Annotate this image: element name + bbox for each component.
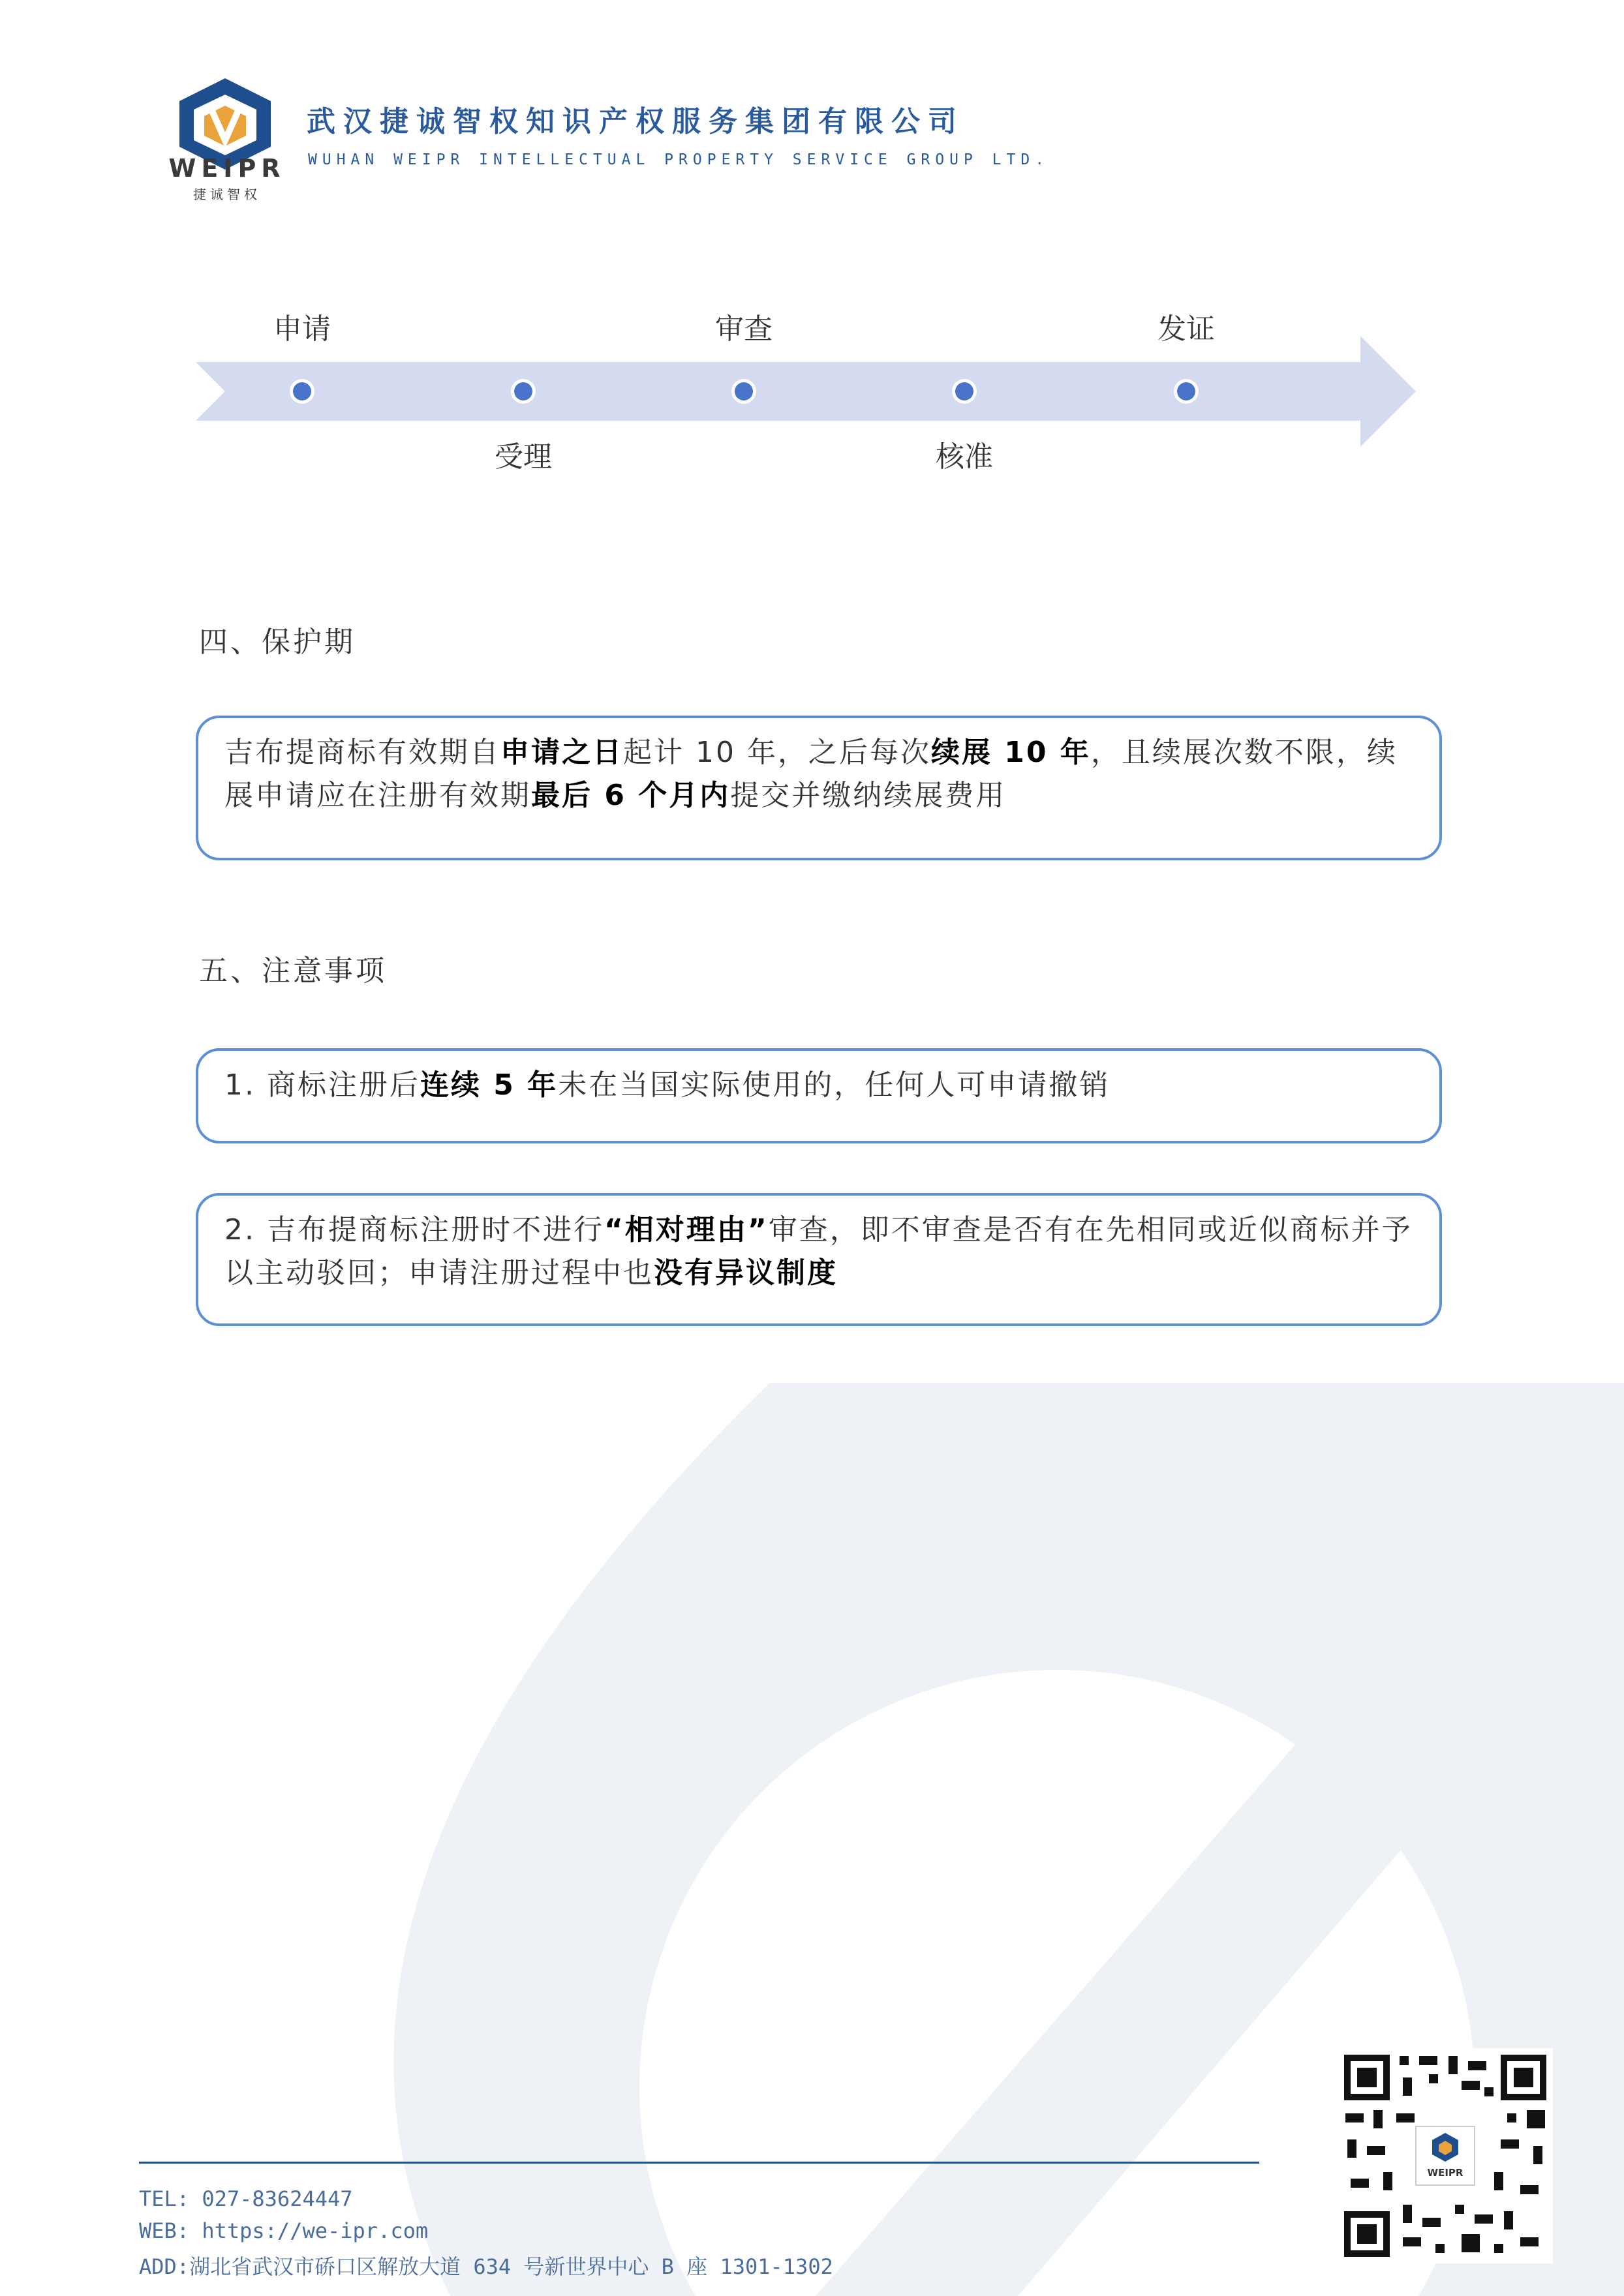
footer-address: ADD:湖北省武汉市硚口区解放大道 634 号新世界中心 B 座 1301-1302 [139, 2254, 833, 2279]
timeline-dot [511, 379, 536, 404]
timeline-label-approve: 核准 [936, 440, 993, 474]
timeline-dot [731, 379, 756, 404]
timeline-label-certify: 发证 [1157, 312, 1215, 346]
timeline-label-examine: 审查 [715, 312, 773, 346]
company-name-en: WUHAN WEIPR INTELLECTUAL PROPERTY SERVICE GROUP LTD. [308, 151, 1050, 168]
timeline-dot [1174, 379, 1199, 404]
logo-subtitle: 捷诚智权 [193, 187, 261, 202]
process-timeline-arrow [196, 336, 1416, 447]
timeline-label-accept: 受理 [495, 440, 552, 474]
footer-web: WEB: https://we-ipr.com [139, 2218, 429, 2243]
note-item-1: 1. 商标注册后连续 5 年未在当国实际使用的，任何人可申请撤销 [196, 1048, 1442, 1143]
qr-code-icon [1338, 2048, 1553, 2263]
logo-wordmark: WEIPR [168, 154, 286, 183]
timeline-dot [290, 379, 314, 404]
footer-tel: TEL: 027-83624447 [139, 2186, 353, 2211]
qr-logo-text: WEIPR [1427, 2167, 1463, 2179]
footer-divider [139, 2162, 1259, 2164]
timeline-label-apply: 申请 [273, 312, 331, 346]
protection-period-box: 吉布提商标有效期自申请之日起计 10 年，之后每次续展 10 年，且续展次数不限，续展申请应在注册有效期最后 6 个月内提交并缴纳续展费用 [196, 716, 1442, 860]
company-logo-icon [160, 72, 290, 202]
note-item-2: 2. 吉布提商标注册时不进行“相对理由”审查，即不审查是否有在先相同或近似商标并予以主动驳回；申请注册过程中也没有异议制度 [196, 1193, 1442, 1326]
section-title-notes: 五、注意事项 [199, 954, 387, 988]
section-title-protection-period: 四、保护期 [199, 626, 356, 659]
company-name-cn: 武汉捷诚智权知识产权服务集团有限公司 [307, 105, 964, 138]
timeline-dot [952, 379, 977, 404]
